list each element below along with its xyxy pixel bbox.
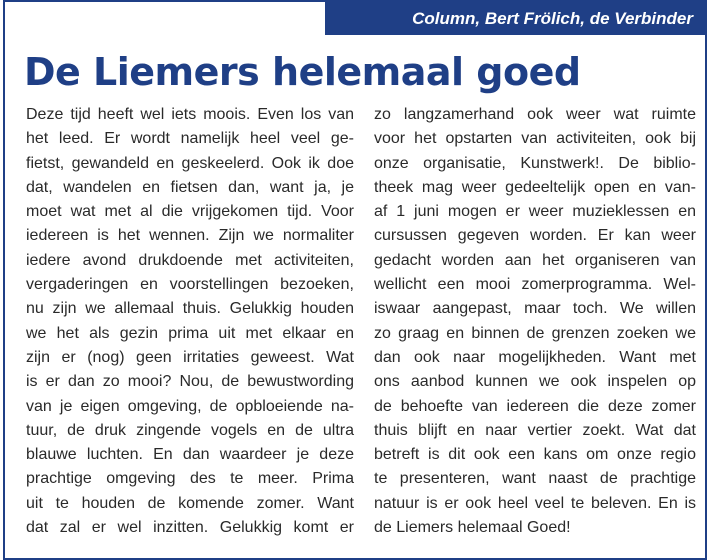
article-line: thuis blijft en naar vertier zoekt. Wat dat	[374, 421, 696, 439]
article-line: voor het opstarten van activiteiten, ook bij	[374, 130, 696, 148]
article-line: Deze tijd heeft wel iets moois. Even los van	[26, 106, 354, 123]
article-line: fietst, gewandeld en geskeelerd. Ook ik doe	[26, 154, 354, 172]
article-line: de Liemers helemaal Goed!	[374, 519, 571, 537]
article-column-right	[374, 103, 696, 540]
article-line: nu zijn we allemaal thuis. Gelukkig houden	[26, 300, 354, 318]
article-line: zo langzamerhand ook weer wat ruimte	[374, 106, 696, 123]
article-line: dat zal er wel inzitten. Gelukkig komt er	[26, 519, 354, 537]
article-line: cursussen gegeven worden. Er kan weer	[374, 227, 696, 245]
article-line: moet wat met al die vrijgekomen tijd. Voor	[26, 203, 354, 221]
article-line: iedereen is het wennen. Zijn we normaliter	[26, 227, 354, 245]
article-line: tuur, de druk zingende vogels en de ultra	[26, 421, 354, 439]
article-line: is er dan zo mooi? Nou, de bewustwording	[26, 373, 354, 391]
article-line: zijn er (nog) geen irritaties geweest. Wat	[26, 348, 354, 366]
article-title: De Liemers helemaal goed	[24, 50, 581, 94]
article-line: natuur is er ook heel veel te beleven. En is	[374, 494, 696, 512]
article-line: theek mag weer gedeeltelijk open en van-	[374, 178, 696, 196]
article-line: iedere avond drukdoende met activiteiten,	[26, 251, 354, 269]
article-line: ons aanbod kunnen we ook inspelen op	[374, 373, 696, 391]
article-line: dat, wandelen en fietsen dan, want ja, je	[26, 178, 354, 196]
article-line: vergaderingen en voorstellingen bezoeken,	[26, 276, 354, 294]
article-line: te presenteren, want naast de prachtige	[374, 470, 696, 488]
article-line: de behoefte van iedereen die deze zomer	[374, 397, 696, 415]
article-line: iswaar aangepast, maar toch. We willen	[374, 300, 696, 318]
article-column-left	[26, 103, 354, 540]
article-line: onze organisatie, Kunstwerk!. De biblio-	[374, 154, 696, 172]
article-line: betreft is dit ook een kans om onze regio	[374, 446, 696, 464]
article-line: we het als gezin prima uit met elkaar en	[26, 324, 354, 342]
article-line: gedacht worden aan het organiseren van	[374, 251, 696, 269]
article-line: blauwe luchten. En dan waardeer je deze	[26, 446, 354, 464]
article-line: het leed. Er wordt namelijk heel veel ge-	[26, 130, 354, 148]
article-line: wellicht een mooi zomerprogramma. Wel-	[374, 276, 696, 294]
article-line: dan ook naar mogelijkheden. Want met	[374, 348, 696, 366]
article-line: zo graag en binnen de grenzen zoeken we	[374, 324, 696, 342]
article-line: van je eigen omgeving, de opbloeiende na-	[26, 397, 354, 415]
article-line: af 1 juni mogen er weer muzieklessen en	[374, 203, 696, 221]
article-line: uit te houden de komende zomer. Want	[26, 494, 354, 512]
article-line: prachtige omgeving des te meer. Prima	[26, 470, 354, 488]
column-byline-banner: Column, Bert Frölich, de Verbinder	[325, 2, 705, 35]
